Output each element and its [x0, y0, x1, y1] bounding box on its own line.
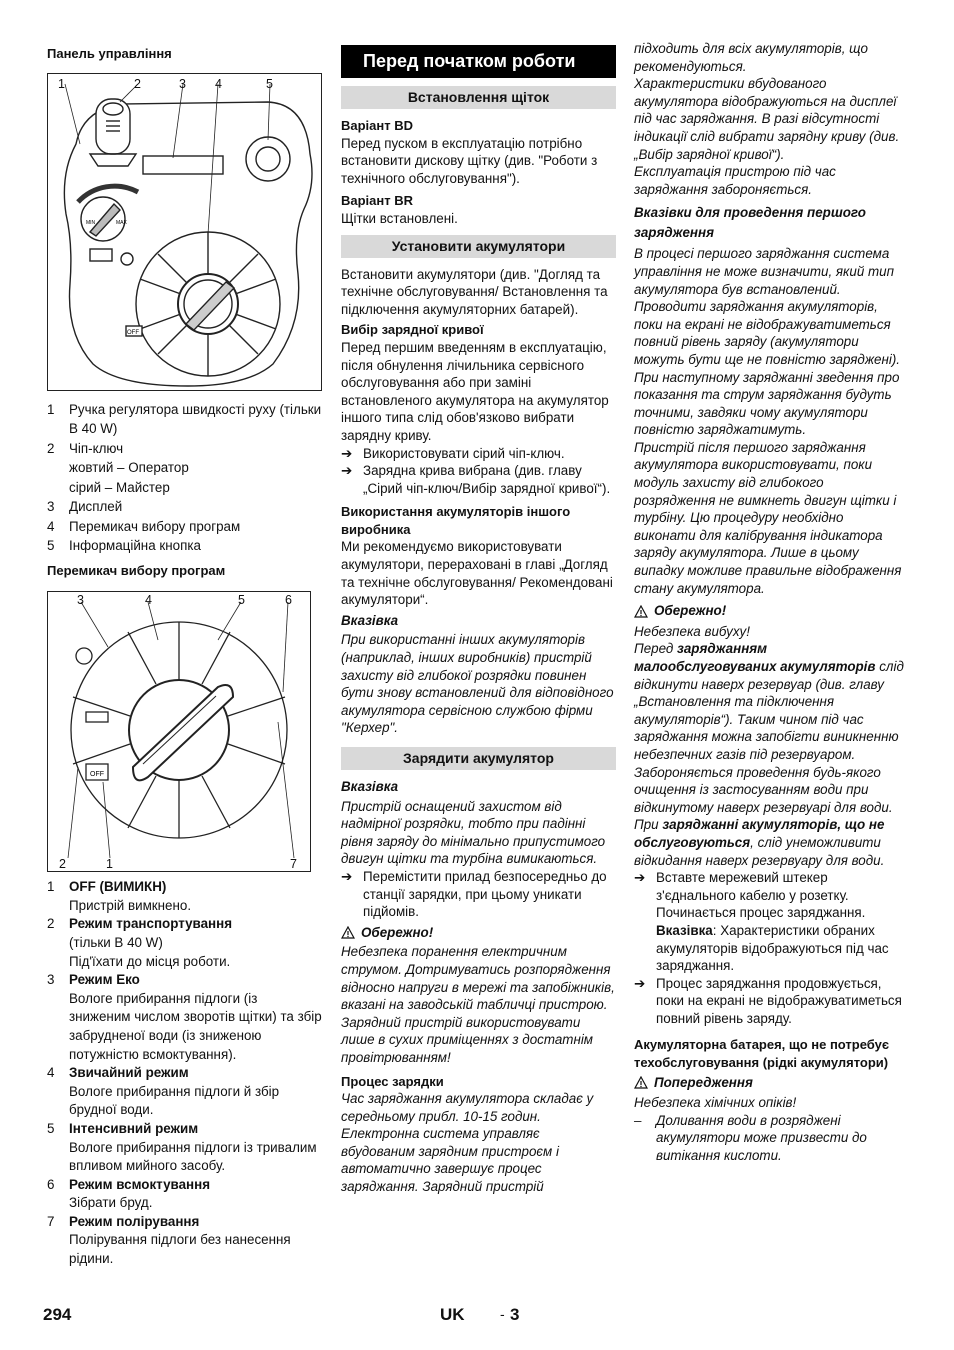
list-item: 4 Перемикач вибору програм [47, 518, 241, 534]
arrow-icon: ➔ [634, 975, 646, 991]
other-batteries-text: Ми рекомендуємо використовувати акумулятори, перераховані в главі „Догляд та технічне обслуговування/ Рекомендовані акумулятори“. [341, 539, 613, 608]
fig2-label-4: 4 [145, 593, 152, 608]
maintenance-free-battery-title: Акумуляторна батарея, що не потребує техобслуговування (рідкі акумулятори) [634, 1037, 890, 1071]
bullet-item: ➔ Процес заряджання продовжується, поки на екрані не відображуватиметься повний рівень заряду. [634, 975, 902, 1026]
dash-item: – Доливання води в розряджені акумулятори може призвести до витікання кислоти. [634, 1112, 867, 1164]
note-title: Вказівка [341, 612, 399, 628]
list-item: 4 Звичайний режим Вологе прибирання підлоги й збір брудної води. [47, 1065, 280, 1118]
subsection-batteries: Установити акумулятори [341, 235, 616, 258]
subsection-charge: Зарядити акумулятор [341, 747, 616, 770]
caution-text: Забороняється проведення будь-якого очищення із застосуванням води при відкинутому наверх резервуарі для води. [634, 764, 893, 815]
separator: - [500, 1306, 505, 1322]
variant-bd-text: Перед пуском в експлуатацію потрібно встановити дискову щітку (див. "Роботи з технічного обслуговування"). [341, 135, 598, 186]
fig2-label-7: 7 [290, 857, 297, 872]
list-item: жовтий – Оператор [69, 460, 189, 476]
program-selector-figure [47, 591, 311, 872]
column-3 [634, 40, 908, 1165]
first-charge-title: Вказівки для проведення першого зарядження [634, 205, 866, 241]
warning-text: Небезпека хімічних опіків! [634, 1095, 797, 1111]
fig2-label-6: 6 [285, 593, 292, 608]
warning-icon [634, 605, 648, 618]
fig1-label-2: 2 [134, 76, 141, 91]
list-item: 2 Режим транспортування (тільки В 40 W) Під'їхати до місця роботи. [47, 916, 233, 969]
list-item: 1 OFF (ВИМИКН) Пристрій вимкнено. [47, 879, 192, 913]
note-title: Вказівка [341, 779, 399, 794]
bullet-item: ➔ Зарядна крива вибрана (див. главу „Сірий чіп-ключ/Вибір зарядної кривої“). [341, 463, 611, 496]
fig2-label-2: 2 [59, 857, 66, 872]
list-item: 5 Інформаційна кнопка [47, 538, 201, 554]
charging-process-text: Час заряджання акумулятора складає у середньому прибл. 10-15 годин. Електронна система управляє вбудованим зарядним пристроєм і автоматично завершує процес заряджання. Зарядний пристрій [341, 1091, 594, 1195]
fig2-label-3: 3 [77, 593, 84, 608]
caution-text: Перед заряджанням малообслуговуваних акумуляторів слід відкинути наверх резервуар (див. главу „Встановлення та підключення акумуляторів“). Таким чином під час заряджання можна запобігти виникненню небезпечних газів під резервуаром. [634, 641, 904, 762]
program-selector-heading: Перемикач вибору програм [47, 562, 226, 578]
list-item: 1 Ручка регулятора швидкості руху (тільки В 40 W) [47, 401, 322, 437]
list-item: 3 Дисплей [47, 499, 123, 515]
charge-curve-title: Вибір зарядної кривої [341, 322, 484, 338]
list-item: сірий – Майстер [69, 479, 170, 495]
paragraph: підходить для всіх акумуляторів, що рекомендуються. [634, 41, 869, 74]
off-label: OFF [127, 329, 139, 336]
caution-text: Небезпека поранення електричним струмом. Дотримуватись розпорядження відносно напруги в мережі та запобіжників, вказані на заводській табличці пристрою. Зарядний пристрій використовувати лише в сухих приміщеннях з достатнім провітрюванням! [341, 944, 615, 1065]
section-title: Перед початком роботи [341, 45, 616, 78]
variant-br-text: Щітки встановлені. [341, 210, 458, 226]
fig1-label-5: 5 [266, 76, 273, 91]
warning-heading: Попередження [634, 1074, 908, 1092]
warning-icon [341, 926, 355, 939]
arrow-icon: ➔ [341, 463, 353, 479]
warning-icon [634, 1076, 648, 1089]
caution-heading: Обережно! [634, 602, 908, 620]
list-item: 7 Режим полірування Полірування підлоги без нанесення рідини. [47, 1213, 291, 1267]
arrow-icon: ➔ [341, 868, 353, 884]
off-label: OFF [90, 771, 104, 779]
program-list [47, 878, 322, 1268]
first-charge-text: В процесі першого заряджання система управління не може визначити, який тип акумулятора був встановлений. Проводити заряджання акумуляторів, поки на екрані не відображуватиметься повний рівень заряду (акумулятори можуть бути ще не повністю заряджені). При наступному заряджанні зведення про показання та струм заряджання будуть точними, завдяки чому акумулятори повністю заряджатимуть. [634, 246, 901, 438]
subsection-brushes: Встановлення щіток [341, 86, 616, 109]
fig1-label-4: 4 [215, 76, 222, 91]
control-panel-figure [47, 73, 322, 391]
list-item: 3 Режим Еко Вологе прибирання підлоги (із зниженим числом зворотів щітки) та збір забрудненої води (із зниженою потужністю всмоктування). [47, 972, 322, 1062]
note-text: При використанні інших акумуляторів (наприклад, інших виробників) пристрій захисту від глибокої розрядки повинен бути знову встановлений для відповідного акумулятора сервісною службою фірми "Керхер". [341, 632, 614, 736]
bullet-item: ➔ Вставте мережевий штекер з'єднального кабелю у розетку. Починається процес заряджання. Вказівка: Характеристики обраних акумуляторів відображуються під час заряджання. [634, 870, 889, 974]
max-label: MAX [116, 219, 127, 226]
list-item: 5 Інтенсивний режим Вологе прибирання підлоги із тривалим впливом мийного засобу. [47, 1120, 317, 1174]
control-panel-heading: Панель управління [47, 46, 172, 61]
arrow-icon: ➔ [341, 445, 353, 461]
paragraph: Експлуатація пристрою під час заряджання забороняється. [634, 164, 836, 197]
install-batteries-text: Встановити акумулятори (див. "Догляд та технічне обслуговування/ Встановлення та підключення акумуляторних батарей). [341, 266, 608, 317]
program-selector-drawing [48, 592, 310, 871]
caution-text: При заряджанні акумуляторів, що не обслуговуються, слід унеможливити відкидання наверх резервуару для води. [634, 817, 885, 868]
charging-process-title: Процес зарядки [341, 1073, 444, 1089]
charge-curve-text: Перед першим введенням в експлуатацію, після обнулення лічильника сервісного обслуговування або при заміні встановленого акумулятора на акумулятор іншого типа слід обов'язково вибрати зарядну криву. [341, 339, 609, 443]
variant-bd-title: Варіант BD [341, 118, 414, 133]
variant-br-title: Варіант BR [341, 193, 414, 209]
fig1-label-3: 3 [179, 76, 186, 91]
control-panel-list [47, 400, 322, 556]
column-2 [341, 40, 616, 1196]
fig1-label-1: 1 [58, 76, 65, 91]
paragraph: Характеристики вбудованого акумулятора відображуються на дисплеї під час заряджання. В разі відсутності індикації слід вибрати зарядну криву (див. „Вибір зарядної кривої“). [634, 76, 900, 162]
caution-heading: Обережно! [341, 924, 616, 942]
min-label: MIN [86, 219, 96, 226]
column-1 [47, 40, 322, 1269]
first-charge-text-2: Пристрій після першого заряджання акумулятора використовувати, поки модуль захисту від глибокого розрядження не вимкнеть двигун щітки і турбіну. Цю процедуру необхідно виконати для калібрування індикатора заряду акумулятора. Лише в цьому випадку можливе правильне відображення стану акумулятора. [634, 439, 902, 596]
caution-text: Небезпека вибуху! [634, 623, 750, 639]
page-number: 294 [43, 1305, 72, 1324]
fig2-label-5: 5 [238, 593, 245, 608]
note-text: Пристрій оснащений захистом від надмірної розрядки, тобто при падінні рівня заряду до мінімально припустимого двигун щітки та турбіна вимикаються. [341, 798, 606, 867]
section-page-number: 3 [510, 1305, 520, 1324]
list-item: 2 Чіп-ключ [47, 440, 124, 456]
control-panel-drawing [48, 74, 321, 390]
bullet-item: ➔ Перемістити прилад безпосередньо до станції зарядки, при цьому уникати підйомів. [341, 868, 607, 920]
language-code: UK [440, 1305, 465, 1324]
fig2-label-1: 1 [106, 857, 113, 872]
other-batteries-title: Використання акумуляторів іншого виробника [341, 504, 571, 537]
bullet-item: ➔ Використовувати сірий чіп-ключ. [341, 445, 565, 461]
arrow-icon: ➔ [634, 870, 646, 886]
list-item: 6 Режим всмоктування Зібрати бруд. [47, 1176, 211, 1211]
